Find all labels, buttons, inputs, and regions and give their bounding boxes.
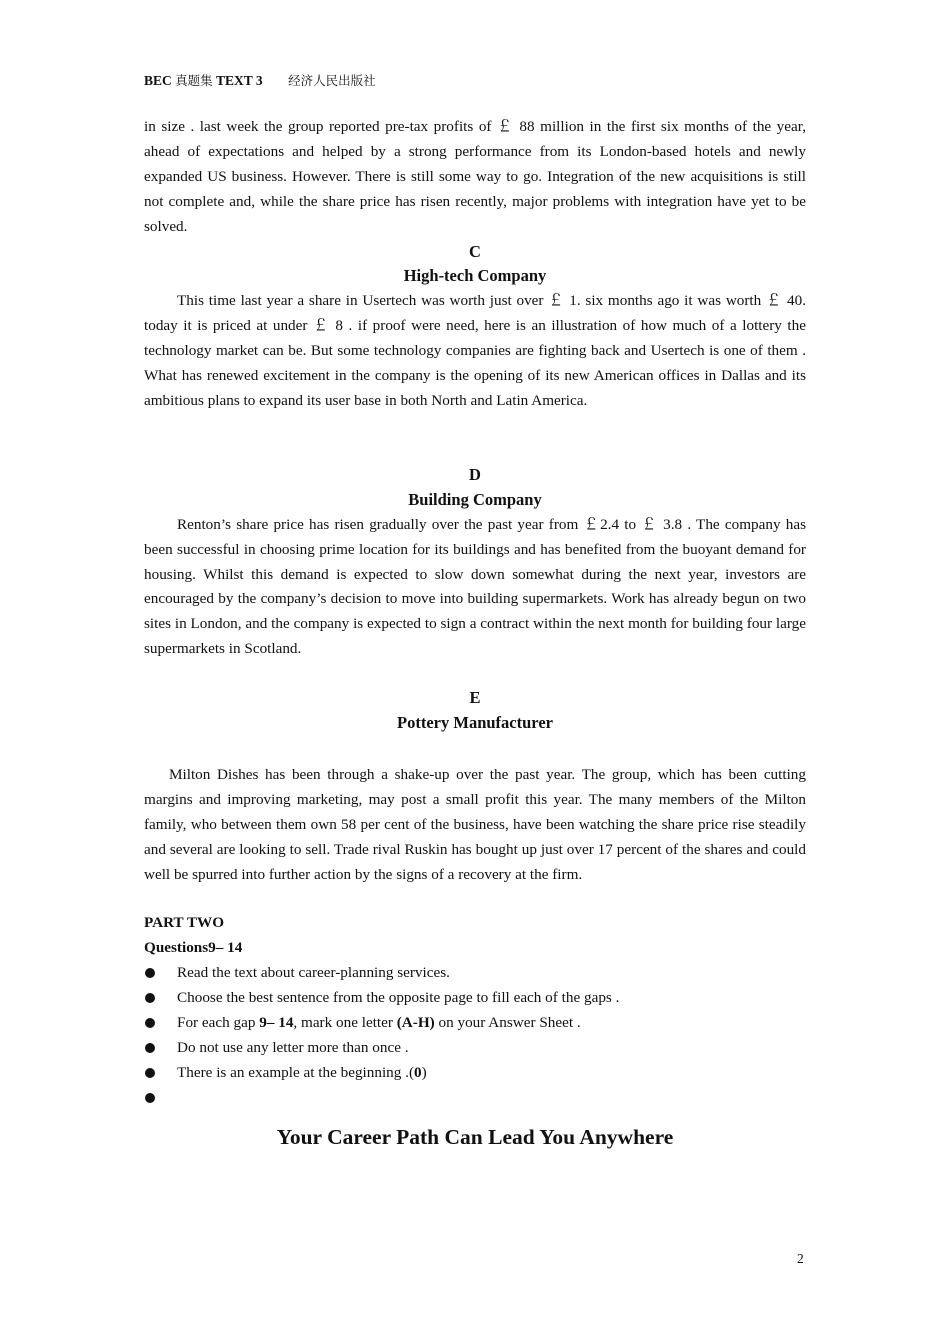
header-text-number: TEXT 3 — [216, 73, 263, 88]
section-d-letter: D — [469, 464, 481, 484]
section-d-paragraph: Renton’s share price has risen gradually over the past year from ￡2.4 to ￡ 3.8 . The company has been successful in choosing prime location for its buildings and has benefited from the buoyant demand for housing. Whilst this demand is expected to slow down somewhat during the next year, investors are encouraged by the company’s decision to move into building supermarkets. Work has already begun on two sites in London, and the company is expected to sign a contract within the next month for building four large supermarkets in Scotland. — [144, 515, 806, 658]
header-publisher: 经济人民出版社 — [288, 73, 376, 88]
section-e-letter: E — [469, 688, 481, 708]
instructions-list — [144, 961, 806, 1110]
page-number: 2 — [797, 1251, 804, 1266]
instruction-item — [144, 986, 806, 1011]
page-header — [144, 72, 376, 90]
part-two-title: PART TWO — [144, 914, 225, 932]
section-b-continued-paragraph: in size . last week the group reported pre-tax profits of ￡ 88 million in the first six months of the year, ahead of expectations and helped by a strong performance from its London-based hotels and newly expanded US business. However. There is still some way to go. Integration of the new acquisitions is still not complete and, while the share price has risen recently, major problems with integration have yet to be solved. — [144, 118, 806, 235]
header-title-cn: 真题集 — [175, 73, 213, 88]
instruction-text: Choose the best sentence from the opposite page to fill each of the gaps . — [177, 989, 620, 1007]
instruction-item — [144, 961, 806, 986]
instruction-item — [144, 1036, 806, 1061]
section-c-title: High-tech Company — [403, 266, 547, 286]
questions-range: Questions9– 14 — [144, 939, 243, 957]
section-e-title: Pottery Manufacturer — [397, 713, 553, 733]
instruction-text: Read the text about career-planning services. — [177, 964, 450, 982]
bullet-icon — [145, 993, 155, 1003]
section-c-paragraph: This time last year a share in Usertech was worth just over ￡ 1. six months ago it was worth ￡ 40. today it is priced at under ￡ 8 . if proof were need, here is an illustration of how much of a lottery the technology market can be. But some technology companies are fighting back and Usertech is one of them . What has renewed excitement in the company is the opening of its new American offices in Dallas and its ambitious plans to expand its user base in both North and Latin America. — [144, 292, 806, 409]
bullet-icon — [145, 1018, 155, 1028]
bullet-icon — [145, 968, 155, 978]
instruction-example-number: 0 — [414, 1063, 422, 1081]
instruction-text: Do not use any letter more than once . — [177, 1039, 409, 1056]
bullet-icon — [145, 1043, 155, 1053]
bullet-icon — [145, 1093, 155, 1103]
instruction-letter-range: (A-H) — [396, 1014, 435, 1032]
instruction-item-empty — [144, 1086, 806, 1111]
page-content — [144, 115, 806, 1152]
section-e-paragraph: Milton Dishes has been through a shake-up over the past year. The group, which has been cutting margins and improving marketing, may post a small profit this year. The many members of the Milton family, who between them own 58 per cent of the business, have been watching the share price rise steadily and several are looking to sell. Trade rival Ruskin has bought up just over 17 percent of the shares and could well be spurred into further action by the signs of a recovery at the firm. — [144, 765, 806, 883]
instruction-text-mid: , mark one letter — [293, 1014, 397, 1032]
article-title: Your Career Path Can Lead You Anywhere — [276, 1124, 674, 1149]
instruction-item — [144, 1011, 806, 1036]
instruction-text-post: on your Answer Sheet . — [434, 1014, 581, 1032]
instruction-text-post: ) — [421, 1063, 427, 1081]
instruction-gap-range: 9– 14 — [259, 1014, 294, 1032]
section-c-letter: C — [469, 241, 481, 261]
header-exam-code: BEC — [144, 73, 172, 88]
instruction-text-pre: For each gap — [177, 1014, 260, 1032]
instruction-text-pre: There is an example at the beginning .( — [177, 1063, 415, 1081]
bullet-icon — [145, 1068, 155, 1078]
instruction-item — [144, 1061, 806, 1086]
section-d-title: Building Company — [408, 489, 542, 509]
